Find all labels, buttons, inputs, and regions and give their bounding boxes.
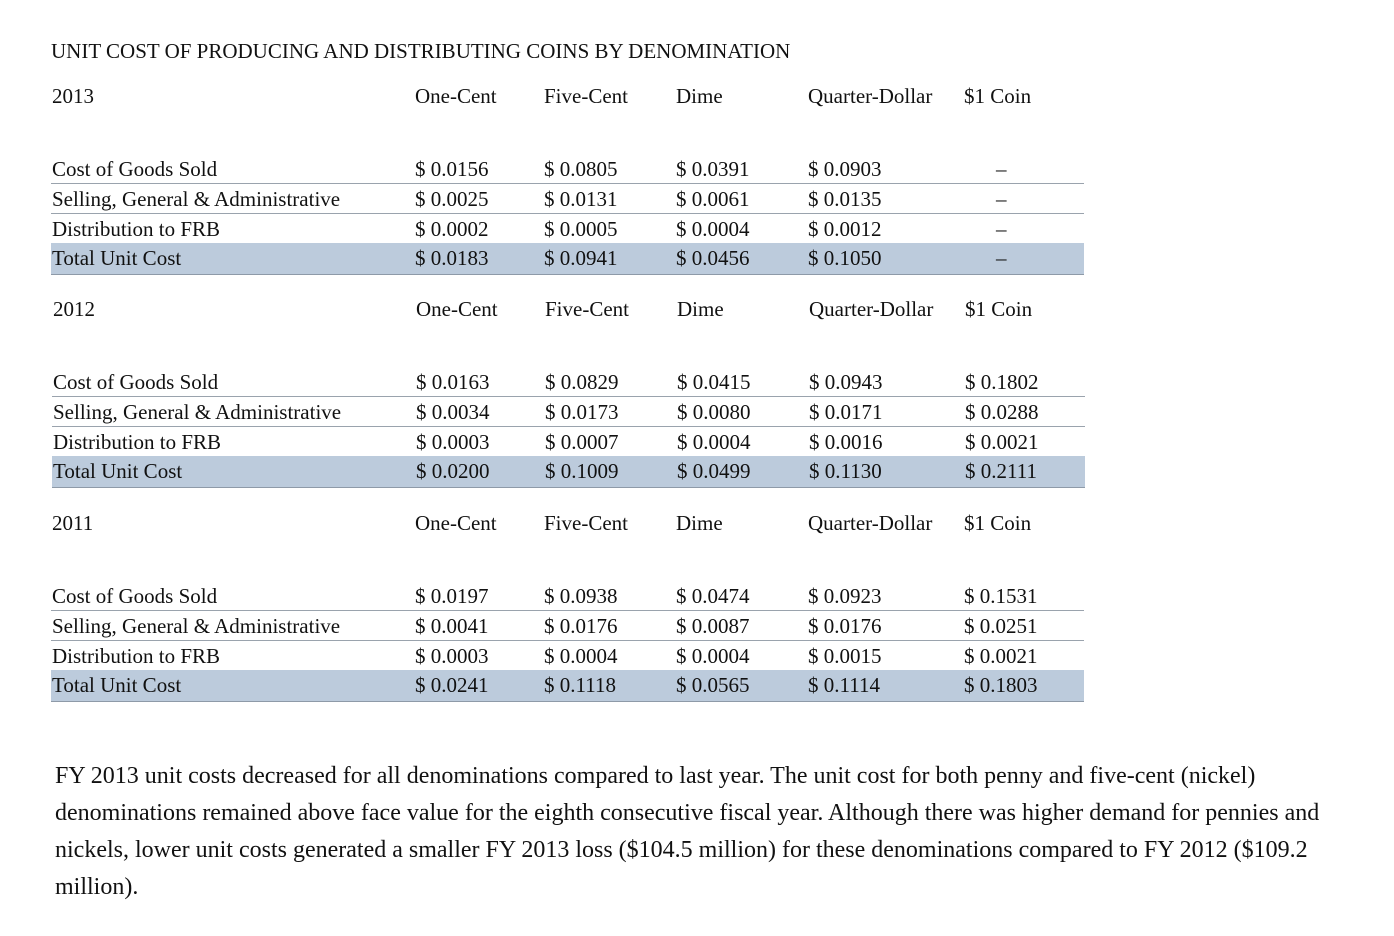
cell-five-cent: $ 0.0173: [545, 400, 619, 424]
table-row: [51, 214, 1084, 244]
cell-one-cent: $ 0.0034: [416, 400, 490, 424]
cell-dollar-coin: $ 0.0021: [965, 430, 1039, 454]
cell-dollar-coin: –: [996, 157, 1007, 181]
total-row: [52, 456, 1085, 488]
cell-one-cent: $ 0.0041: [415, 614, 489, 638]
cell-dime: $ 0.0004: [676, 217, 750, 241]
page-title: UNIT COST OF PRODUCING AND DISTRIBUTING COINS BY DENOMINATION: [51, 39, 791, 63]
column-header-one-cent: One-Cent: [415, 84, 497, 108]
column-header-quarter-dollar: Quarter-Dollar: [809, 297, 934, 321]
column-header-five-cent: Five-Cent: [545, 297, 629, 321]
cell-five-cent: $ 0.0176: [544, 614, 618, 638]
column-header-quarter-dollar: Quarter-Dollar: [808, 84, 933, 108]
cell-one-cent: $ 0.0156: [415, 157, 489, 181]
row-label: Cost of Goods Sold: [52, 584, 218, 608]
cell-five-cent: $ 0.0131: [544, 187, 618, 211]
cell-one-cent: $ 0.0200: [416, 459, 490, 483]
row-label: Distribution to FRB: [52, 217, 221, 241]
column-header-dollar-coin: $1 Coin: [964, 511, 1032, 535]
table-row: [51, 184, 1084, 214]
cell-one-cent: $ 0.0003: [415, 644, 489, 668]
row-label: Distribution to FRB: [53, 430, 222, 454]
cell-dollar-coin: –: [996, 187, 1007, 211]
cell-quarter-dollar: $ 0.0015: [808, 644, 882, 668]
cell-one-cent: $ 0.0025: [415, 187, 489, 211]
cell-five-cent: $ 0.1009: [545, 459, 619, 483]
cell-quarter-dollar: $ 0.0903: [808, 157, 882, 181]
cell-dime: $ 0.0061: [676, 187, 750, 211]
cell-dollar-coin: $ 0.0021: [964, 644, 1038, 668]
cell-dime: $ 0.0087: [676, 614, 750, 638]
column-header-five-cent: Five-Cent: [544, 511, 628, 535]
cell-quarter-dollar: $ 0.0135: [808, 187, 882, 211]
column-header-dollar-coin: $1 Coin: [965, 297, 1033, 321]
cell-five-cent: $ 0.0805: [544, 157, 618, 181]
cell-dime: $ 0.0004: [677, 430, 751, 454]
cell-dime: $ 0.0080: [677, 400, 751, 424]
table-row: [52, 367, 1085, 397]
row-label: Cost of Goods Sold: [52, 157, 218, 181]
table-row: [51, 581, 1084, 611]
cell-quarter-dollar: $ 0.0943: [809, 370, 883, 394]
table-row: [51, 154, 1084, 184]
cost-table-2012: [0, 297, 1394, 497]
cell-dollar-coin: $ 0.1802: [965, 370, 1039, 394]
cell-dollar-coin: $ 0.2111: [965, 459, 1037, 483]
cell-dime: $ 0.0004: [676, 644, 750, 668]
cell-dollar-coin: $ 0.1531: [964, 584, 1038, 608]
row-label: Selling, General & Administrative: [52, 187, 341, 211]
table-row: [51, 641, 1084, 671]
cell-quarter-dollar: $ 0.1114: [808, 673, 880, 697]
cost-table-2011: [0, 511, 1394, 711]
cell-quarter-dollar: $ 0.1050: [808, 246, 882, 270]
total-row: [51, 670, 1084, 702]
cell-one-cent: $ 0.0002: [415, 217, 489, 241]
column-header-dollar-coin: $1 Coin: [964, 84, 1032, 108]
cell-one-cent: $ 0.0197: [415, 584, 489, 608]
cell-dime: $ 0.0456: [676, 246, 750, 270]
cell-dollar-coin: –: [996, 217, 1007, 241]
table-row: [52, 427, 1085, 457]
column-header-one-cent: One-Cent: [416, 297, 498, 321]
row-label: Selling, General & Administrative: [52, 614, 341, 638]
cell-five-cent: $ 0.0004: [544, 644, 618, 668]
cell-five-cent: $ 0.0938: [544, 584, 618, 608]
cell-quarter-dollar: $ 0.0171: [809, 400, 883, 424]
row-label: Total Unit Cost: [53, 459, 183, 483]
cell-dime: $ 0.0499: [677, 459, 751, 483]
row-label: Cost of Goods Sold: [53, 370, 219, 394]
summary-paragraph: FY 2013 unit costs decreased for all denominations compared to last year. The unit cost for both penny and five-cent (nickel) denominations remained above face value for the eighth consecutive fiscal year. Although there was higher demand for pennies and nickels, lower unit costs generated a smaller FY 2013 loss ($104.5 million) for these denominations compared to FY 2012 ($109.2 million).: [55, 763, 1320, 900]
cell-quarter-dollar: $ 0.0923: [808, 584, 882, 608]
cell-one-cent: $ 0.0241: [415, 673, 489, 697]
column-header-dime: Dime: [677, 297, 724, 321]
column-header-dime: Dime: [676, 511, 723, 535]
cost-table-2013: [0, 84, 1394, 284]
row-label: Total Unit Cost: [52, 246, 182, 270]
column-header-dime: Dime: [676, 84, 723, 108]
year-heading: 2012: [53, 297, 95, 321]
cell-quarter-dollar: $ 0.1130: [809, 459, 882, 483]
row-label: Total Unit Cost: [52, 673, 182, 697]
cell-dime: $ 0.0415: [677, 370, 751, 394]
cell-quarter-dollar: $ 0.0012: [808, 217, 882, 241]
cell-dime: $ 0.0474: [676, 584, 750, 608]
cell-five-cent: $ 0.1118: [544, 673, 616, 697]
cell-five-cent: $ 0.0829: [545, 370, 619, 394]
cell-dollar-coin: $ 0.0288: [965, 400, 1039, 424]
cell-dollar-coin: –: [996, 246, 1007, 270]
cell-dollar-coin: $ 0.0251: [964, 614, 1038, 638]
year-heading: 2011: [52, 511, 94, 535]
table-row: [51, 611, 1084, 641]
cell-one-cent: $ 0.0163: [416, 370, 490, 394]
cell-five-cent: $ 0.0941: [544, 246, 618, 270]
total-row: [51, 243, 1084, 275]
row-label: Distribution to FRB: [52, 644, 221, 668]
cell-five-cent: $ 0.0005: [544, 217, 618, 241]
cell-dollar-coin: $ 0.1803: [964, 673, 1038, 697]
cell-five-cent: $ 0.0007: [545, 430, 619, 454]
cell-one-cent: $ 0.0183: [415, 246, 489, 270]
column-header-one-cent: One-Cent: [415, 511, 497, 535]
column-header-five-cent: Five-Cent: [544, 84, 628, 108]
cell-dime: $ 0.0565: [676, 673, 750, 697]
cell-dime: $ 0.0391: [676, 157, 750, 181]
row-label: Selling, General & Administrative: [53, 400, 342, 424]
cell-quarter-dollar: $ 0.0016: [809, 430, 883, 454]
column-header-quarter-dollar: Quarter-Dollar: [808, 511, 933, 535]
table-row: [52, 397, 1085, 427]
year-heading: 2013: [52, 84, 94, 108]
cell-quarter-dollar: $ 0.0176: [808, 614, 882, 638]
cell-one-cent: $ 0.0003: [416, 430, 490, 454]
